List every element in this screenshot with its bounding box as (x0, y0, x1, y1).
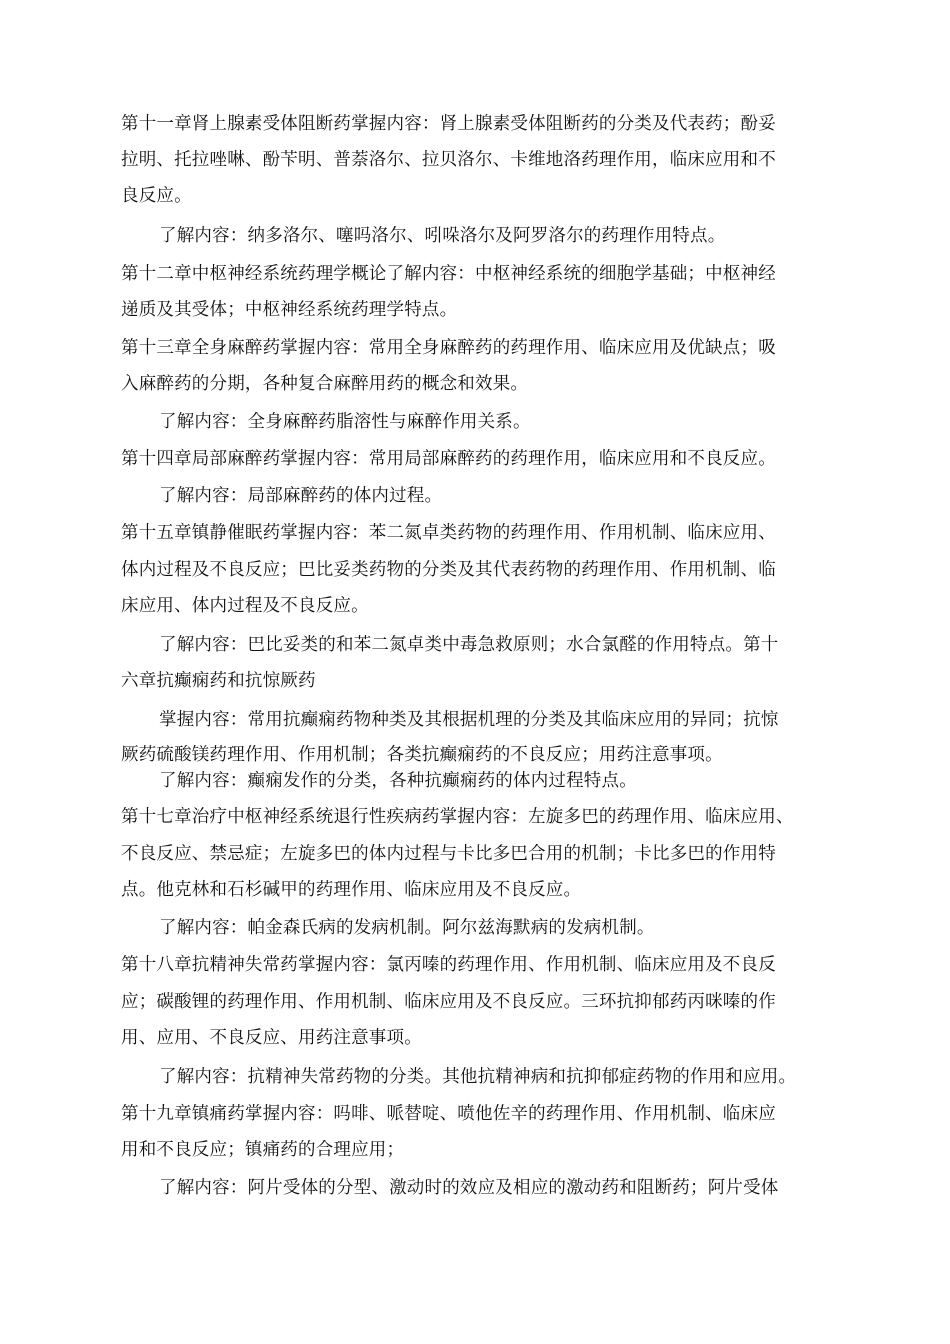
text-line: 了解内容：局部麻醉药的体内过程。 (159, 486, 443, 506)
text-line: 第十五章镇静催眠药掌握内容：苯二氮卓类药物的药理作用、作用机制、临床应用、 (121, 523, 776, 543)
text-line: 了解内容：纳多洛尔、噻吗洛尔、吲哚洛尔及阿罗洛尔的药理作用特点。 (159, 226, 726, 246)
text-line: 了解内容：抗精神失常药物的分类。其他抗精神病和抗抑郁症药物的作用和应用。 (159, 1067, 797, 1087)
text-line: 床应用、体内过程及不良反应。 (121, 596, 369, 616)
text-line: 第十九章镇痛药掌握内容：吗啡、哌替啶、喷他佐辛的药理作用、作用机制、临床应 (121, 1104, 776, 1124)
text-line: 了解内容：全身麻醉药脂溶性与麻醉作用关系。 (159, 412, 531, 432)
text-line: 入麻醉药的分期，各种复合麻醉用药的概念和效果。 (121, 374, 529, 394)
text-line: 体内过程及不良反应；巴比妥类药物的分类及其代表药物的药理作用、作用机制、临 (121, 560, 776, 580)
text-line: 掌握内容：常用抗癫痫药物种类及其根据机理的分类及其临床应用的异同；抗惊 (159, 710, 779, 730)
text-line: 了解内容：巴比妥类的和苯二氮卓类中毒急救原则；水合氯醛的作用特点。第十 (159, 635, 779, 655)
text-line: 第十一章肾上腺素受体阻断药掌握内容：肾上腺素受体阻断药的分类及代表药；酚妥 (121, 114, 776, 134)
text-line: 良反应。 (121, 186, 192, 206)
text-line: 第十三章全身麻醉药掌握内容：常用全身麻醉药的药理作用、临床应用及优缺点；吸 (121, 338, 776, 358)
text-line: 用、应用、不良反应、用药注意事项。 (121, 1028, 422, 1048)
text-line: 了解内容：帕金森氏病的发病机制。阿尔兹海默病的发病机制。 (159, 918, 655, 938)
text-line: 第十四章局部麻醉药掌握内容：常用局部麻醉药的药理作用，临床应用和不良反应。 (121, 449, 776, 469)
text-line: 了解内容：癫痫发作的分类，各种抗癫痫药的体内过程特点。 (159, 771, 637, 791)
text-line: 第十七章治疗中枢神经系统退行性疾病药掌握内容：左旋多巴的药理作用、临床应用、 (121, 807, 794, 827)
text-line: 第十八章抗精神失常药掌握内容：氯丙嗪的药理作用、作用机制、临床应用及不良反 (121, 955, 776, 975)
text-line: 用和不良反应；镇痛药的合理应用； (121, 1140, 405, 1160)
text-line: 点。他克林和石杉碱甲的药理作用、临床应用及不良反应。 (121, 880, 582, 900)
text-line: 第十二章中枢神经系统药理学概论了解内容：中枢神经系统的细胞学基础；中枢神经 (121, 264, 776, 284)
text-line: 六章抗癫痫药和抗惊厥药 (121, 671, 316, 691)
text-line: 不良反应、禁忌症；左旋多巴的体内过程与卡比多巴合用的机制；卡比多巴的作用特 (121, 844, 776, 864)
text-line: 厥药硫酸镁药理作用、作用机制；各类抗癫痫药的不良反应；用药注意事项。 (121, 745, 723, 765)
text-line: 应；碳酸锂的药理作用、作用机制、临床应用及不良反应。三环抗抑郁药丙咪嗪的作 (121, 992, 776, 1012)
text-line: 递质及其受体；中枢神经系统药理学特点。 (121, 300, 458, 320)
text-line: 拉明、托拉唑啉、酚苄明、普萘洛尔、拉贝洛尔、卡维地洛药理作用，临床应用和不 (121, 150, 776, 170)
text-line: 了解内容：阿片受体的分型、激动时的效应及相应的激动药和阻断药；阿片受体 (159, 1178, 779, 1198)
